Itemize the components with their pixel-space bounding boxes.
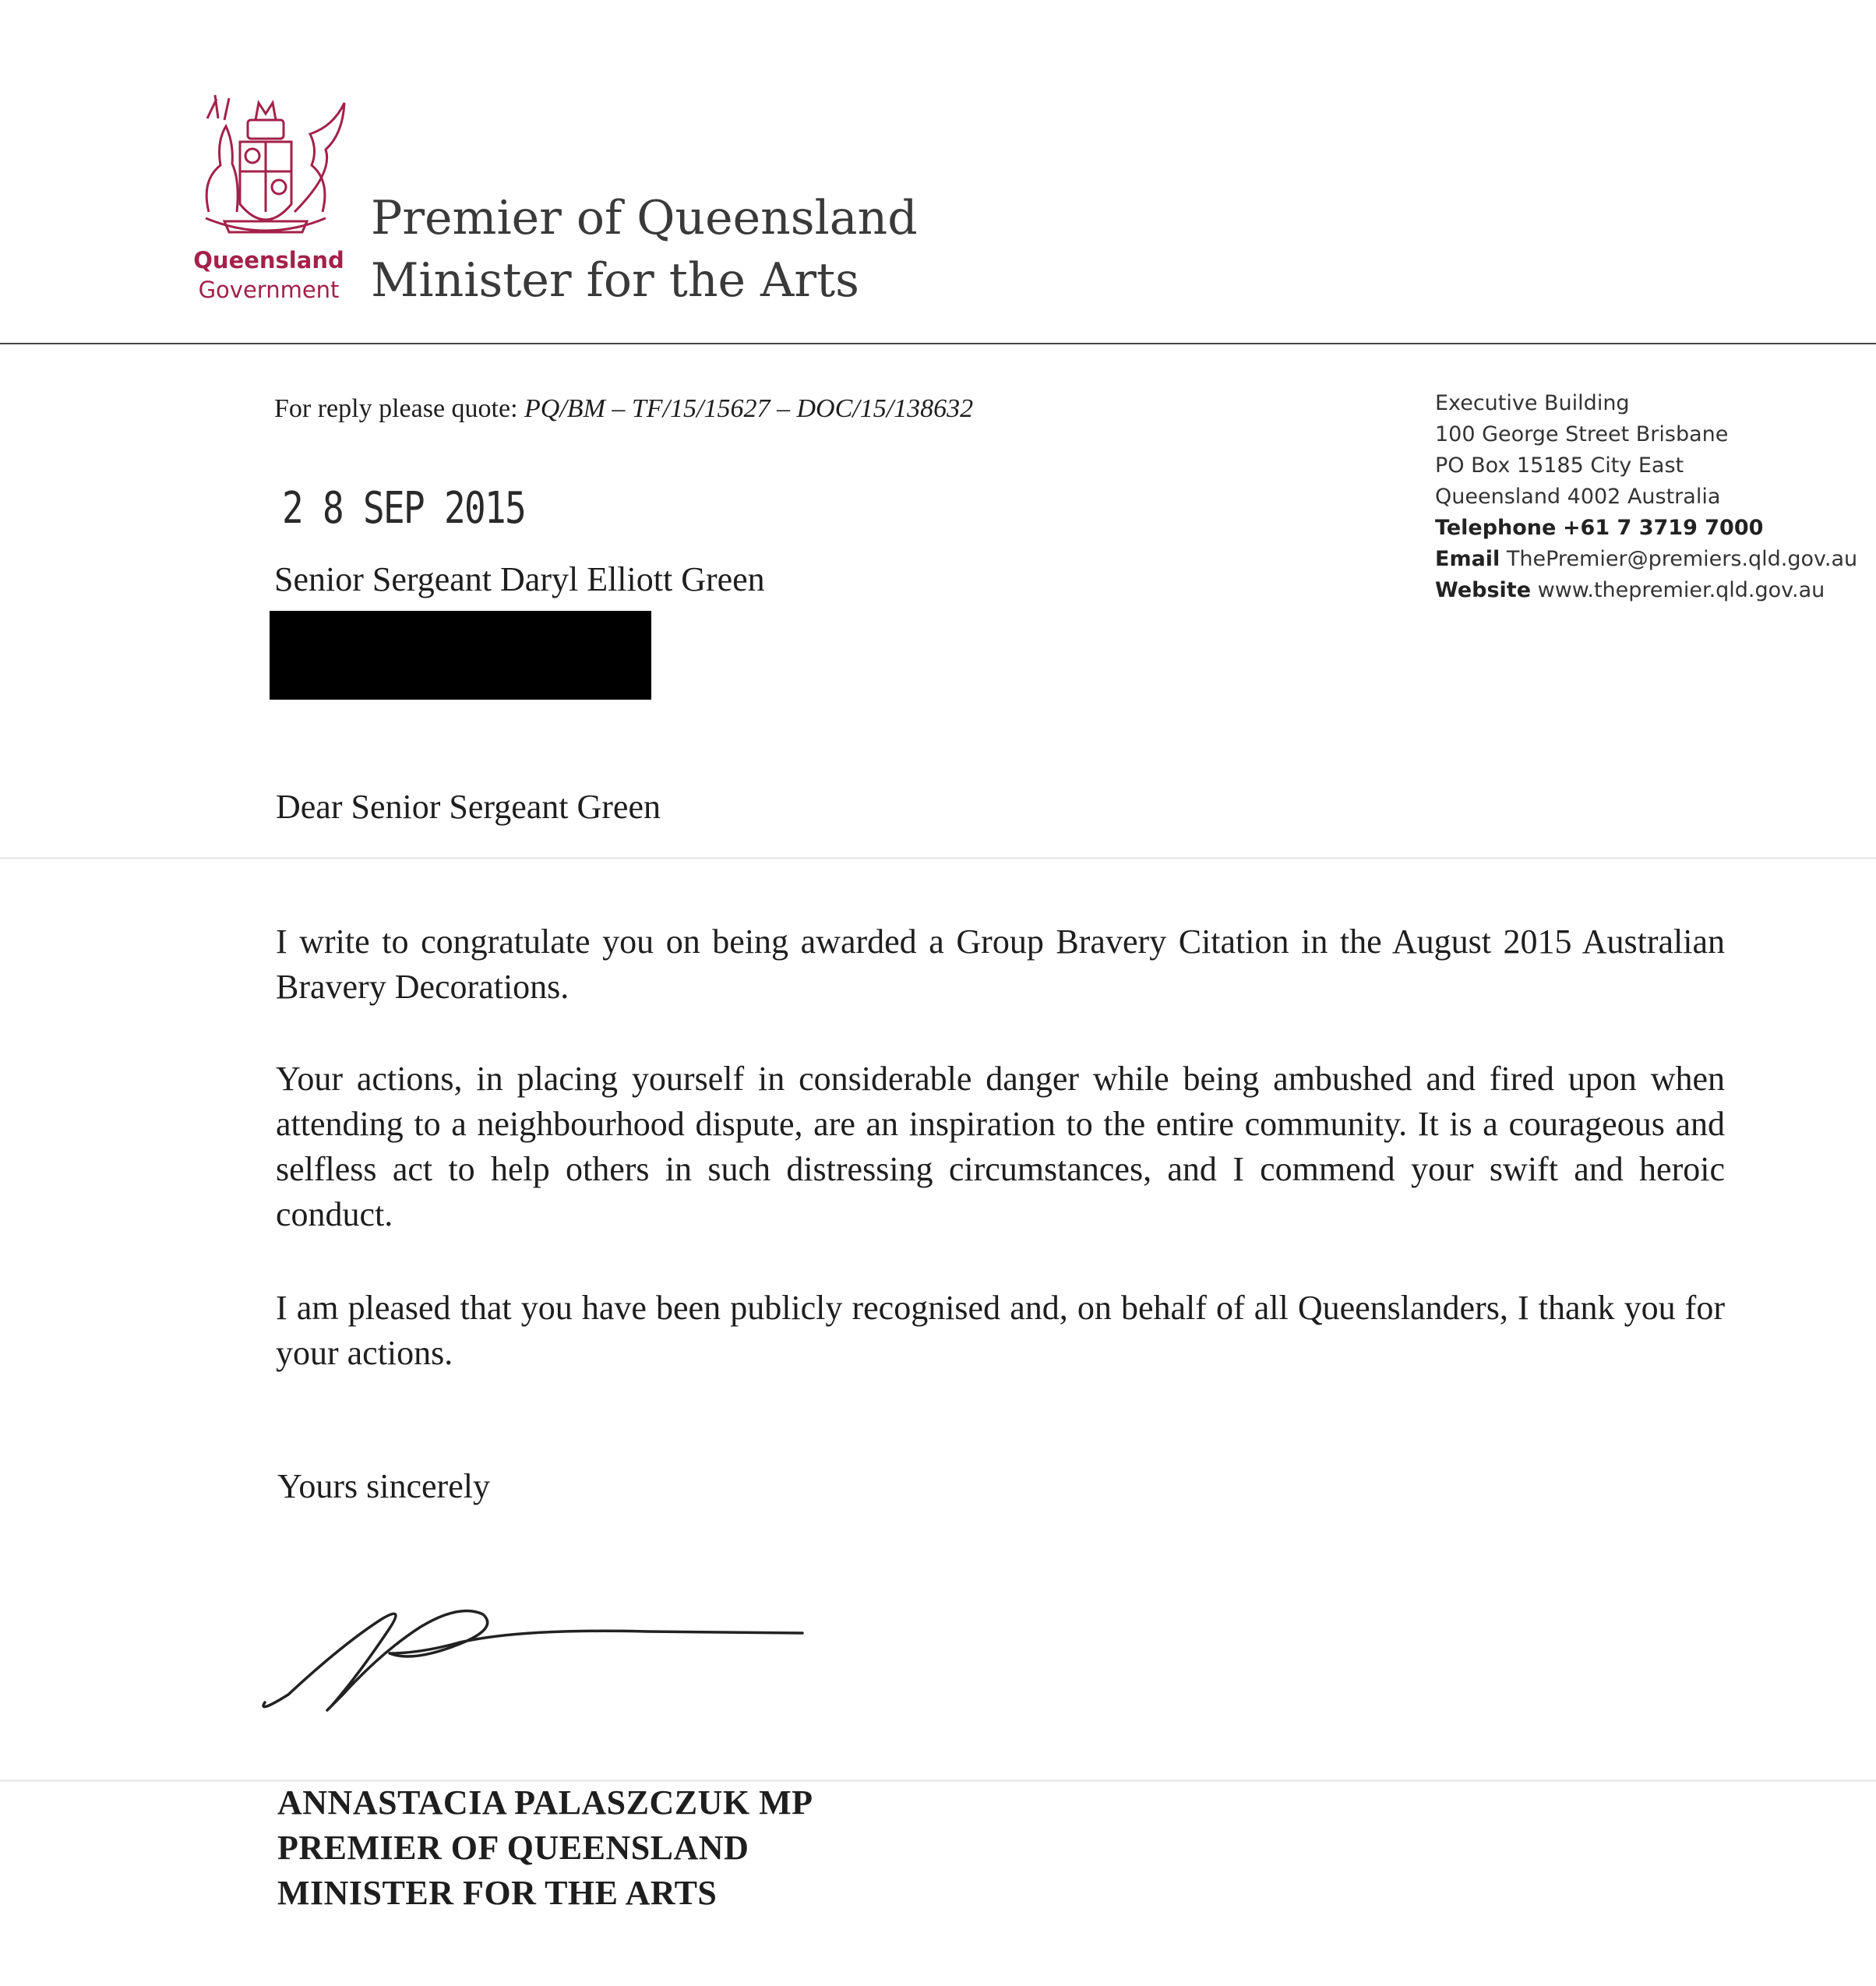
office-title-arts: Minister for the Arts — [371, 253, 859, 308]
date-stamp: 2 8 SEP 2015 — [282, 483, 526, 534]
closing: Yours sincerely — [277, 1467, 490, 1505]
email-label: Email — [1435, 547, 1500, 571]
reference-number: PQ/BM – TF/15/15627 – DOC/15/138632 — [524, 394, 974, 423]
body-paragraph: I write to congratulate you on being awarded a Group Bravery Citation in the August 2015 Australian Bravery Decorations. — [276, 922, 1725, 1006]
website-value: www.thepremier.qld.gov.au — [1537, 578, 1825, 602]
office-title-premier: Premier of Queensland — [371, 191, 918, 245]
paper-fold-line — [0, 857, 1876, 859]
body-paragraph: Your actions, in placing yourself in considerable danger while being ambushed and fired upon when attending to a neighbourhood dispute, are an inspiration to the entire community. It is a courageous and selfless act to help others in such distressing circumstances, and I commend your swift and heroic conduct. — [276, 1060, 1725, 1233]
signatory-title-premier: PREMIER OF QUEENSLAND — [277, 1829, 749, 1867]
signatory-title-arts: MINISTER FOR THE ARTS — [277, 1874, 718, 1912]
recipient-name: Senior Sergeant Daryl Elliott Green — [274, 560, 765, 598]
telephone-label: Telephone — [1435, 516, 1557, 540]
paper-fold-line — [0, 1780, 1876, 1782]
contact-website — [1435, 575, 1825, 606]
queensland-coat-of-arms-logo — [178, 87, 354, 251]
contact-email — [1435, 544, 1857, 575]
contact-state: Queensland 4002 Australia — [1435, 485, 1721, 509]
signatory-name: ANNASTACIA PALASZCZUK MP — [277, 1783, 813, 1822]
handwritten-signature — [257, 1597, 818, 1714]
contact-street: 100 George Street Brisbane — [1435, 422, 1729, 446]
brand-name-line1: Queensland — [193, 247, 344, 273]
salutation: Dear Senior Sergeant Green — [276, 788, 661, 826]
redacted-address — [270, 611, 651, 700]
contact-building: Executive Building — [1435, 391, 1630, 415]
reference-prefix: For reply please quote: — [274, 394, 518, 423]
contact-po-box: PO Box 15185 City East — [1435, 453, 1684, 478]
contact-telephone — [1435, 513, 1763, 544]
reply-reference — [274, 394, 973, 424]
brand-name-line2: Government — [198, 277, 340, 303]
telephone-value: +61 7 3719 7000 — [1562, 516, 1764, 540]
header-rule — [0, 343, 1876, 344]
email-value: ThePremier@premiers.qld.gov.au — [1506, 547, 1858, 571]
body-paragraph: I am pleased that you have been publicly recognised and, on behalf of all Queenslanders, I thank you for your actions. — [276, 1289, 1725, 1372]
website-label: Website — [1435, 578, 1532, 602]
